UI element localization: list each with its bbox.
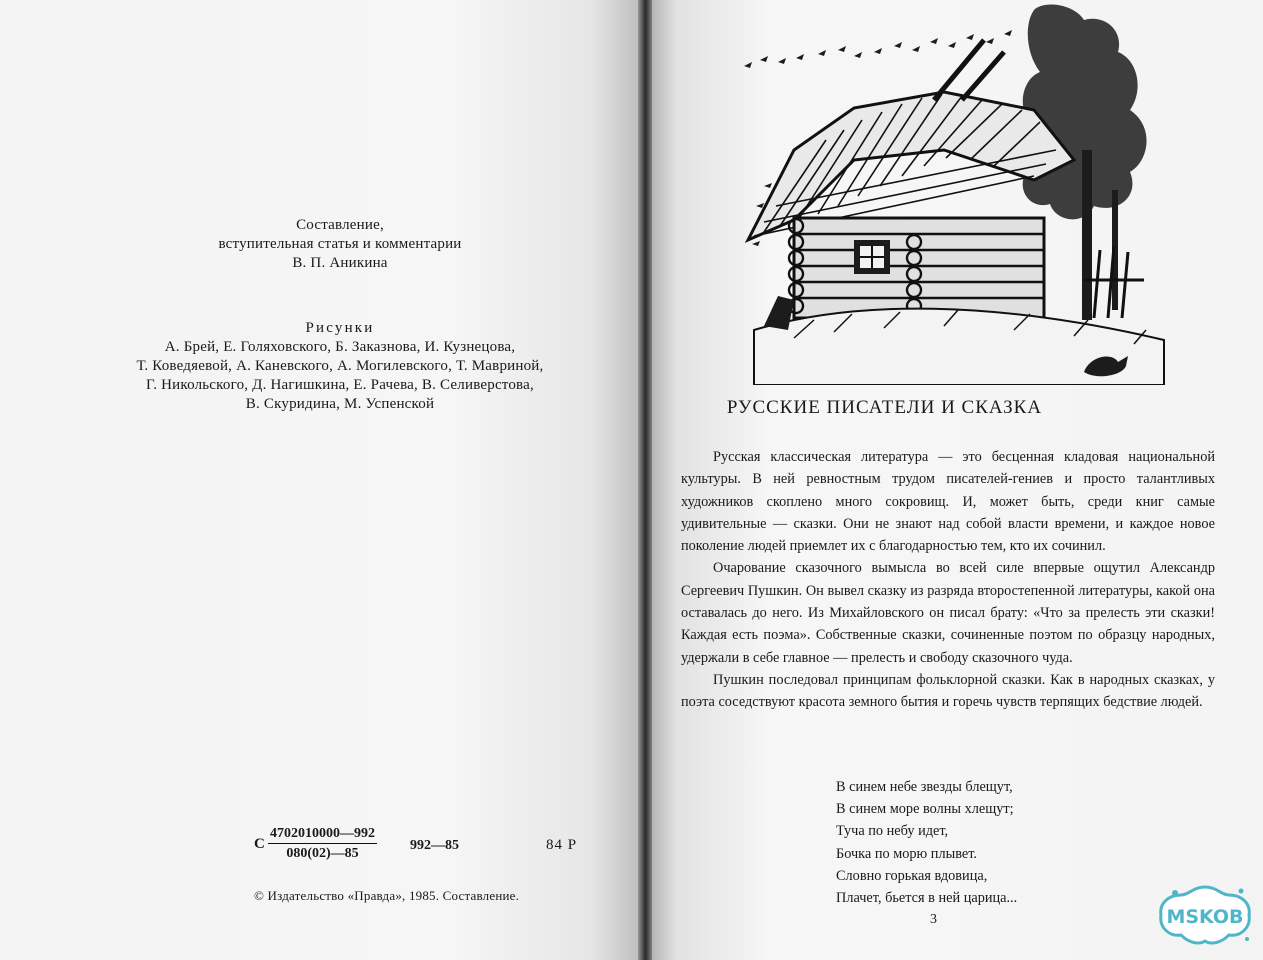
- index-code: 992—85: [410, 838, 459, 853]
- index-denominator: 080(02)—85: [286, 846, 359, 861]
- chapter-title: РУССКИЕ ПИСАТЕЛИ И СКАЗКА: [726, 397, 1043, 418]
- illustrators-line: А. Брей, Е. Голяховского, Б. Заказнова, И. Кузнецова,: [164, 339, 516, 355]
- index-fraction: [268, 826, 377, 862]
- copyright-notice: © Издательство «Правда», 1985. Составление.: [254, 888, 520, 903]
- watermark-text: MSKOB: [1166, 906, 1244, 928]
- compiler-name: В. П. Аникина: [292, 255, 388, 271]
- paragraph: Пушкин последовал принципам фольклорной сказки. Как в народных сказках, у поэта соседствуют красота земного бытия и горечь чувств терпящих бедствие людей.: [681, 671, 1215, 711]
- paragraph: Очарование сказочного вымысла во всей силе впервые ощутил Александр Сергеевич Пушкин. Он вывел сказку из разряда второстепенной литературы, какой она оставалась до него. Из Михайловского он писал брату: «Что за прелесть эти сказки! Каждая есть поэма». Собственные сказки, сочиненные поэтом по образцу народных, удержали в себе главное — прелесть и свободу сказочного чуда.: [681, 560, 1215, 666]
- poem-line: В синем небе звезды блещут,: [836, 779, 1013, 795]
- poem-line: Плачет, бьется в ней царица...: [836, 890, 1018, 907]
- illustrators-line: Т. Коведяевой, А. Каневского, А. Могилевского, Т. Мавриной,: [136, 358, 544, 374]
- illustrators-line: В. Скуридина, М. Успенской: [245, 396, 435, 412]
- compilation-line: вступительная статья и комментарии: [218, 236, 462, 252]
- compilation-credits: [100, 216, 580, 273]
- poem-excerpt: [836, 776, 1017, 909]
- compilation-line: Составление,: [296, 217, 384, 233]
- illustrators-credits: [100, 319, 580, 414]
- price: 84 Р: [546, 837, 578, 853]
- poem-line: Бочка по морю плывет.: [836, 845, 977, 862]
- log-cabin-illustration: [734, 0, 1180, 385]
- publication-index: [254, 824, 594, 864]
- illustrators-line: Г. Никольского, Д. Нагишкина, Е. Рачева, В. Селиверстова,: [146, 377, 534, 393]
- illustrations-heading: Рисунки: [305, 320, 375, 336]
- paragraph: Русская классическая литература — это бесценная кладовая национальной культуры. В ней ревностным трудом писателей-гениев и просто талантливых художников скоплено много сокровищ. И, может быть, среди книг самые удивительные — сказки. Они не знают над собой власти времени, и каждое новое поколение людей приемлет их с благодарностью тем, кто их сочинил.: [681, 449, 1215, 555]
- poem-line: В синем море волны хлещут;: [836, 801, 1014, 818]
- poem-line: Словно горькая вдовица,: [836, 867, 988, 884]
- essay-text: [681, 446, 1215, 714]
- watermark-logo: [1155, 883, 1255, 947]
- page-number: 3: [930, 912, 937, 927]
- index-numerator: 4702010000—992: [268, 826, 377, 844]
- index-letter: С: [254, 836, 265, 852]
- poem-line: Туча по небу идет,: [836, 823, 949, 840]
